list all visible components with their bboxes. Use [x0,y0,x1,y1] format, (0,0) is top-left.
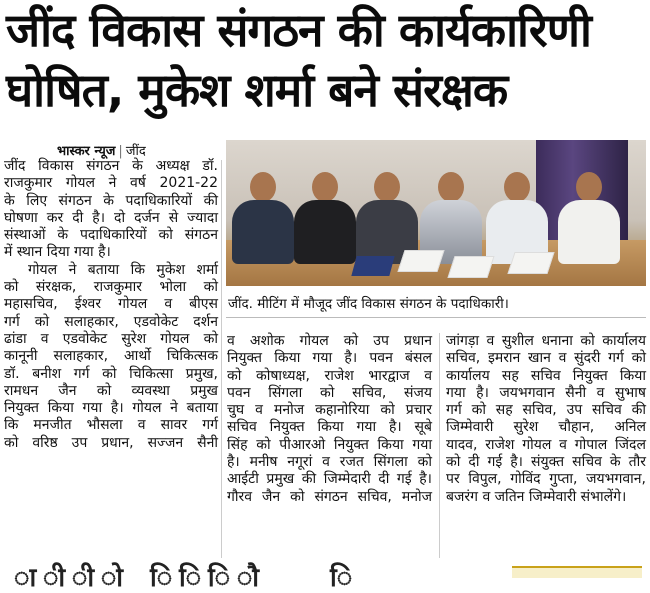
photo-person [230,172,296,264]
article-line: यादव, राजेश गोयल व गोपाल जिंदल [446,436,646,453]
next-article-box [512,566,642,578]
photo-person [556,172,622,264]
article-line: गर्ग को सह सचिव, उप सचिव की [446,402,646,419]
article-line: गर्ग को सलाहकार, एडवोकेट दर्शन [4,313,218,330]
headline [6,0,646,122]
caption-divider [226,317,646,318]
photo-paper [507,252,554,274]
article-line: नियुक्त किया गया है। पवन बंसल [227,350,432,367]
article-line: महासचिव, ईश्वर गोयल व बीएस [4,296,218,313]
byline-city: जींद [125,144,146,159]
headline-line-2: घोषित, मुकेश शर्मा बने संरक्षक [6,63,508,117]
article-line: सचिव नियुक्त किया गया है। सूबे [227,419,432,436]
photo-caption: जींद. मीटिंग में मौजूद जींद विकास संगठन के पदाधिकारी। [228,296,509,312]
article-column-2 [227,333,432,506]
article-line: को कोषाध्यक्ष, राजेश भारद्वाज व [227,367,432,384]
article-line: राजकुमार गोयल ने वर्ष 2021-22 [4,175,218,192]
article-line: जींद विकास संगठन के अध्यक्ष डॉ. [4,158,218,174]
byline [57,141,146,159]
photo-person [484,172,550,264]
column-rule [439,333,440,558]
article-line: है। मनीष नगूरां व रजत सिंगला को [227,454,432,471]
article-line: चुघ व मनोज कहानोरिया को प्रचार [227,402,432,419]
article-column-3 [446,333,646,506]
article-line: बजरंग व जतिन जिम्मेवारी संभालेंगे। [446,488,627,505]
article-line: कानूनी सलाहकार, आर्थो चिकित्सक [4,348,218,365]
article-line: में स्थान दिया गया है। [4,244,111,261]
article-line: घोषणा कर दी है। दो दर्जन से ज्यादा [4,209,218,226]
article-line: को संरक्षक, राजकुमार भोला को [4,279,218,296]
photo-person [292,172,358,264]
article-line: कि मनजीत भौसला व सावर गर्ग [4,417,218,434]
article-line: संस्थाओं के पदाधिकारियों को संगठन [4,227,218,244]
article-line: जांगड़ा व सुशील धनाना को कार्यालय [446,333,646,349]
photo-paper [397,250,444,272]
article-line: आईटी प्रमुख की जिम्मेदारी दी गई है। [227,471,432,488]
article-line: पर विपुल, गोविंद गुप्ता, जयभगवान, [446,471,646,488]
photo-laptop [351,256,394,276]
article-line: पवन सिंगला को सचिव, संजय [227,384,432,401]
byline-source: भास्कर न्यूज [57,144,116,159]
byline-separator: | [118,144,123,159]
article-line: गौरव जैन को संगठन सचिव, मनोज [227,488,432,505]
article-line: गया है। जयभगवान सैनी व सुभाष [446,384,646,401]
photo-paper [447,256,494,278]
article-line: के लिए संगठन के पदाधिकारियों की [4,192,218,209]
column-rule [221,160,222,558]
article-line: को वरिष्ठ उप प्रधान, सज्जन सैनी [4,434,218,451]
article-line: को दी गई है। संयुक्त सचिव के तौर [446,454,646,471]
article-line: सचिव, इमरान खान व सुंदरी गर्ग को [446,350,646,367]
article-line: कार्यालय सह सचिव नियुक्त किया [446,367,646,384]
article-column-1 [4,158,218,452]
article-line: सिंह को पीआरओ नियुक्त किया गया [227,436,432,453]
article-line: नियुक्त किया गया है। गोयल ने बताया [4,400,218,417]
article-line: रामधन जैन को व्यवस्था प्रमुख [4,382,218,399]
article-line: ढांडा व एडवोकेट सुरेश गोयल को [4,330,218,347]
article-line: व अशोक गोयल को उप प्रधान [227,333,432,349]
article-line: जिम्मेवारी सुरेश चौहान, अनिल [446,419,646,436]
article-line: गोयल ने बताया कि मुकेश शर्मा [28,261,218,278]
headline-line-1: जींद विकास संगठन की कार्यकारिणी [6,3,591,57]
next-article-headline-fragment: ा ी ी ो ि ि ि ौ ि [14,563,353,593]
news-photo [226,140,646,286]
article-line: डॉ. बनीश गर्ग को चिकित्सा प्रमुख, [4,365,218,382]
